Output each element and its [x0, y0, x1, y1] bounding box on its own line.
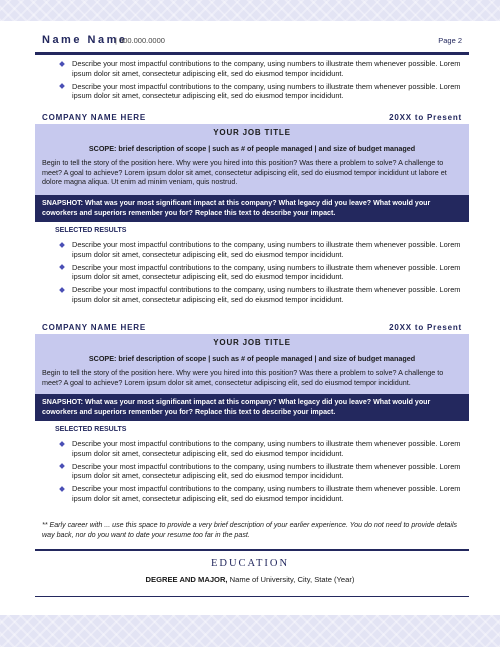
degree-line: [0, 575, 500, 584]
company-name: COMPANY NAME HERE: [42, 113, 146, 122]
job-1-summary-box: [35, 124, 469, 195]
list-item: Describe your most impactful contributions to the company, using numbers to illustrate them whenever possible. Lorem ipsum dolor sit amet, consectetur adipiscing elit, sed do eiusmod tempor incididunt.: [60, 484, 464, 503]
diamond-bullet-icon: [59, 486, 65, 492]
diamond-bullet-icon: [59, 264, 65, 270]
header-divider: [35, 52, 469, 55]
job-scope: SCOPE: brief description of scope | such as # of people managed | and size of budget managed: [88, 354, 416, 363]
employment-dates: 20XX to Present: [389, 113, 462, 122]
intro-bullet-list: [60, 59, 464, 104]
job-story: Begin to tell the story of the position here. Why were you hired into this position? Was there a problem to solve? A challenge to meet? A goal to achieve? Lorem ipsum dolor sit amet, consectetur adipiscing elit, sed do eiusmod tempor incididunt.: [42, 368, 444, 387]
degree-major: DEGREE AND MAJOR,: [145, 575, 228, 584]
job-title: YOUR JOB TITLE: [213, 338, 291, 347]
company-name: COMPANY NAME HERE: [42, 323, 146, 332]
list-item: Describe your most impactful contributions to the company, using numbers to illustrate them whenever possible. Lorem ipsum dolor sit amet, consectetur adipiscing elit, sed do eiusmod tempor incididunt.: [60, 462, 464, 481]
job-1-snapshot: SNAPSHOT: What was your most significant impact at this company? What legacy did you leave? What would your coworkers and superiors remember you for? Replace this text to describe your impact.: [35, 195, 469, 222]
university-info: Name of University, City, State (Year): [227, 575, 355, 584]
bottom-pattern-band: [0, 615, 500, 647]
list-item: Describe your most impactful contributions to the company, using numbers to illustrate them whenever possible. Lorem ipsum dolor sit amet, consectetur adipiscing elit, sed do eiusmod tempor incididunt.: [60, 263, 464, 282]
job-2-summary-box: [35, 334, 469, 394]
job-2-results-list: [60, 439, 464, 507]
footer-divider: [35, 596, 469, 597]
early-career-note: ** Early career with ... use this space to provide a very brief description of your earlier experience. You do not need to provide details way back, nor do you want to date your resume too far in the past.: [42, 521, 458, 539]
job-2-snapshot: SNAPSHOT: What was your most significant impact at this company? What legacy did you leave? What would your coworkers and superiors remember you for? Replace this text to describe your impact.: [35, 394, 469, 421]
job-scope: SCOPE: brief description of scope | such as # of people managed | and size of budget managed: [88, 144, 416, 153]
diamond-bullet-icon: [59, 61, 65, 67]
job-1-company-row: [42, 113, 462, 124]
job-story: Begin to tell the story of the position here. Why were you hired into this position? Was there a problem to solve? A challenge to meet? A goal to achieve? Lorem ipsum dolor sit amet, consectetur adipiscing elit, sed do eiusmod tempor incididunt ut labore et dolore magna aliqua. Ut enim ad minim veniam, quis nostrud.: [42, 158, 447, 187]
diamond-bullet-icon: [59, 463, 65, 469]
diamond-bullet-icon: [59, 287, 65, 293]
diamond-bullet-icon: [59, 441, 65, 447]
selected-results-heading: SELECTED RESULTS: [55, 227, 127, 234]
phone-number: | 000.000.0000: [115, 36, 165, 45]
selected-results-heading: SELECTED RESULTS: [55, 426, 127, 433]
job-2-company-row: [42, 323, 462, 334]
diamond-bullet-icon: [59, 242, 65, 248]
list-item: Describe your most impactful contributions to the company, using numbers to illustrate them whenever possible. Lorem ipsum dolor sit amet, consectetur adipiscing elit, sed do eiusmod tempor incididunt.: [60, 240, 464, 259]
employment-dates: 20XX to Present: [389, 323, 462, 332]
page-number: Page 2: [438, 36, 462, 45]
top-pattern-band: [0, 0, 500, 21]
education-heading: EDUCATION: [210, 558, 290, 569]
job-title: YOUR JOB TITLE: [213, 128, 291, 137]
list-item: Describe your most impactful contributions to the company, using numbers to illustrate them whenever possible. Lorem ipsum dolor sit amet, consectetur adipiscing elit, sed do eiusmod tempor incididunt.: [60, 59, 464, 78]
list-item: Describe your most impactful contributions to the company, using numbers to illustrate them whenever possible. Lorem ipsum dolor sit amet, consectetur adipiscing elit, sed do eiusmod tempor incididunt.: [60, 82, 464, 101]
candidate-name: Name Name: [42, 34, 128, 46]
page-header: [42, 34, 462, 50]
diamond-bullet-icon: [59, 83, 65, 89]
list-item: Describe your most impactful contributions to the company, using numbers to illustrate them whenever possible. Lorem ipsum dolor sit amet, consectetur adipiscing elit, sed do eiusmod tempor incididunt.: [60, 439, 464, 458]
education-divider: [35, 549, 469, 551]
job-1-results-list: [60, 240, 464, 308]
list-item: Describe your most impactful contributions to the company, using numbers to illustrate them whenever possible. Lorem ipsum dolor sit amet, consectetur adipiscing elit, sed do eiusmod tempor incididunt.: [60, 285, 464, 304]
